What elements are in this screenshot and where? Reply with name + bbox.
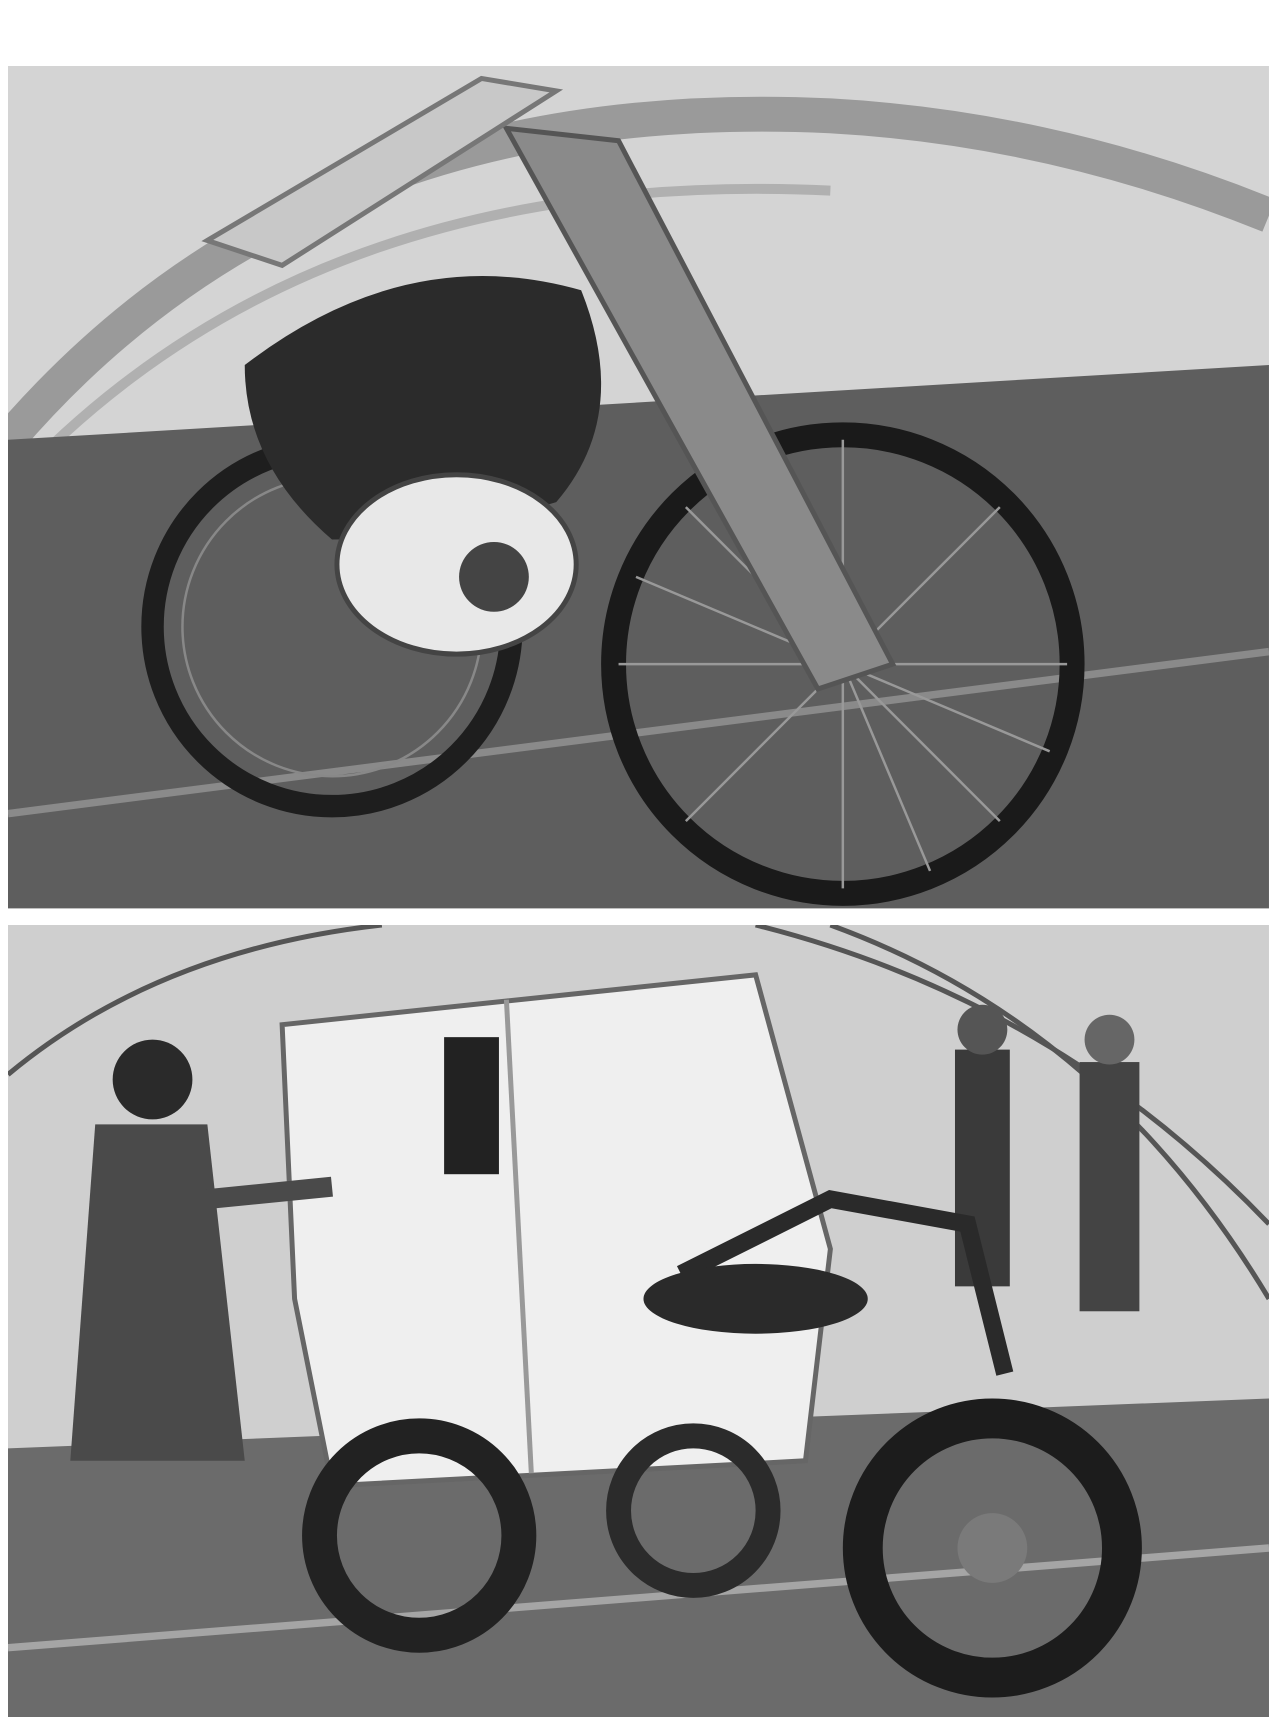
magazine-page [8, 8, 1269, 1717]
bicycle-photo [8, 66, 1269, 908]
left-column [8, 66, 1269, 908]
article-title [8, 8, 1269, 45]
tricycle-house-photo [8, 925, 1269, 1717]
tricycle-house-illustration [8, 925, 1269, 1717]
right-column [8, 925, 1269, 1717]
wooden-bicycle-illustration [8, 66, 1269, 908]
